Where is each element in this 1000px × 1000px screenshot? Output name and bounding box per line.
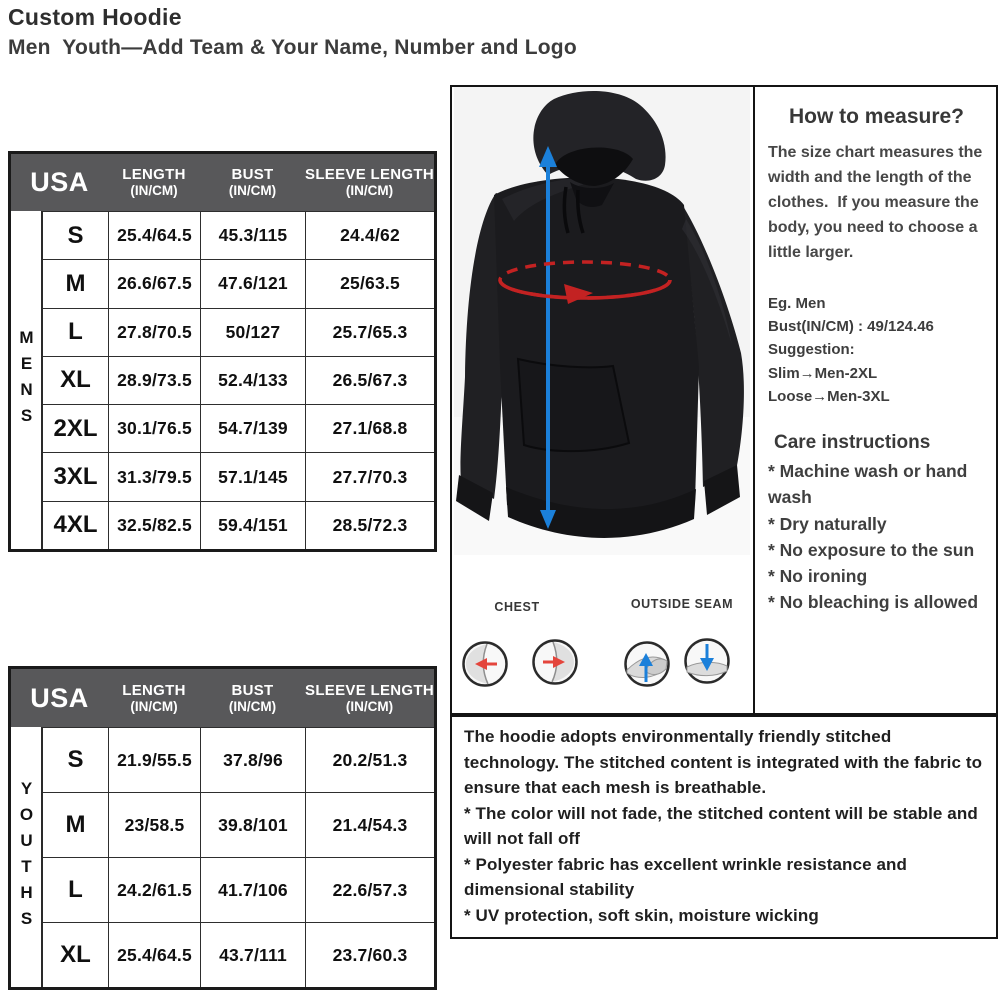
table-cell-size: M xyxy=(43,792,108,857)
care-item: * Dry naturally xyxy=(768,513,887,534)
how-to-measure-body: The size chart measures the width and the length of the clothes. If you measure the body, you need to choose a little larger. xyxy=(768,144,987,261)
example-suggestion-label: Suggestion: xyxy=(768,341,855,359)
mens-group-label: MENS xyxy=(17,328,36,432)
sizing-example xyxy=(768,292,985,408)
table-cell-sleeve: 21.4/54.3 xyxy=(305,792,434,857)
youths-table-header xyxy=(11,669,434,727)
table-cell-sleeve: 25/63.5 xyxy=(305,259,434,307)
care-item: * No bleaching is allowed xyxy=(768,592,979,613)
care-item: * Machine wash or hand wash xyxy=(768,461,968,508)
table-cell-length: 28.9/73.5 xyxy=(108,356,200,404)
how-to-measure-title: How to measure? xyxy=(788,105,965,128)
mens-table-body xyxy=(11,211,434,549)
example-heading: Eg. Men xyxy=(768,294,826,312)
page-title: Custom Hoodie xyxy=(8,4,182,30)
youths-size-table xyxy=(8,666,437,990)
table-cell-size: XL xyxy=(43,356,108,404)
chest-measure-left-icon xyxy=(461,640,509,688)
table-cell-size: S xyxy=(43,727,108,792)
table-cell-size: 4XL xyxy=(43,501,108,549)
column-header-bust: BUST (IN/CM) xyxy=(228,681,277,714)
mens-table-grid xyxy=(43,211,434,549)
care-instructions-title: Care instructions xyxy=(774,432,931,454)
column-header-sleeve-length: SLEEVE LENGTH (IN/CM) xyxy=(305,681,434,714)
table-cell-size: 2XL xyxy=(43,404,108,452)
column-header-usa: USA xyxy=(30,167,89,197)
example-slim: Slim→Men-2XL xyxy=(768,364,878,382)
how-to-measure-panel xyxy=(753,85,998,715)
table-cell-bust: 50/127 xyxy=(200,308,305,356)
table-cell-sleeve: 28.5/72.3 xyxy=(305,501,434,549)
table-cell-length: 26.6/67.5 xyxy=(108,259,200,307)
column-header-usa: USA xyxy=(30,682,89,713)
column-header-bust: BUST (IN/CM) xyxy=(228,166,277,199)
table-cell-length: 21.9/55.5 xyxy=(108,727,200,792)
hoodie-illustration xyxy=(452,87,752,592)
table-cell-bust: 39.8/101 xyxy=(200,792,305,857)
table-cell-bust: 47.6/121 xyxy=(200,259,305,307)
table-cell-size: L xyxy=(43,857,108,922)
table-cell-sleeve: 27.1/68.8 xyxy=(305,404,434,452)
care-item: * No exposure to the sun xyxy=(768,539,975,560)
chest-label: CHEST xyxy=(494,600,540,614)
column-header-sleeve-length: SLEEVE LENGTH (IN/CM) xyxy=(305,166,434,199)
table-cell-size: S xyxy=(43,211,108,259)
table-cell-bust: 52.4/133 xyxy=(200,356,305,404)
table-cell-length: 25.4/64.5 xyxy=(108,922,200,987)
description-intro: The hoodie adopts environmentally friendly stitched technology. The stitched content is integrated with the fabric to ensure that each mesh is breathable. xyxy=(464,727,983,797)
example-bust: Bust(IN/CM) : 49/124.46 xyxy=(768,318,934,336)
table-cell-size: 3XL xyxy=(43,452,108,500)
table-cell-sleeve: 27.7/70.3 xyxy=(305,452,434,500)
outside-seam-label: OUTSIDE SEAM xyxy=(630,597,734,611)
table-cell-length: 23/58.5 xyxy=(108,792,200,857)
youths-group-label-cell xyxy=(11,727,43,987)
column-header-length: LENGTH (IN/CM) xyxy=(122,166,186,199)
outside-seam-down-icon xyxy=(683,637,731,685)
table-cell-length: 25.4/64.5 xyxy=(108,211,200,259)
care-item: * No ironing xyxy=(768,566,868,587)
youths-table-grid xyxy=(43,727,434,987)
table-cell-bust: 57.1/145 xyxy=(200,452,305,500)
mens-table-header xyxy=(11,154,434,211)
table-cell-sleeve: 20.2/51.3 xyxy=(305,727,434,792)
table-cell-size: XL xyxy=(43,922,108,987)
table-cell-sleeve: 24.4/62 xyxy=(305,211,434,259)
table-cell-bust: 43.7/111 xyxy=(200,922,305,987)
column-header-length: LENGTH (IN/CM) xyxy=(122,681,186,714)
table-cell-size: M xyxy=(43,259,108,307)
outside-seam-up-icon xyxy=(623,640,671,688)
example-loose: Loose→Men-3XL xyxy=(768,387,890,405)
table-cell-bust: 41.7/106 xyxy=(200,857,305,922)
table-cell-sleeve: 26.5/67.3 xyxy=(305,356,434,404)
table-cell-length: 27.8/70.5 xyxy=(108,308,200,356)
chest-measure-right-icon xyxy=(531,638,579,686)
description-bullet: * UV protection, soft skin, moisture wicking xyxy=(464,905,819,925)
table-cell-sleeve: 25.7/65.3 xyxy=(305,308,434,356)
table-cell-bust: 59.4/151 xyxy=(200,501,305,549)
hoodie-measure-diagram-panel xyxy=(450,85,755,715)
mens-size-table xyxy=(8,151,437,552)
table-cell-bust: 37.8/96 xyxy=(200,727,305,792)
table-cell-sleeve: 23.7/60.3 xyxy=(305,922,434,987)
product-description-panel xyxy=(450,715,998,939)
mens-group-label-cell xyxy=(11,211,43,549)
table-cell-bust: 54.7/139 xyxy=(200,404,305,452)
table-cell-sleeve: 22.6/57.3 xyxy=(305,857,434,922)
table-cell-length: 32.5/82.5 xyxy=(108,501,200,549)
table-cell-length: 30.1/76.5 xyxy=(108,404,200,452)
care-instructions xyxy=(768,432,985,616)
youths-table-body xyxy=(11,727,434,987)
description-bullet: * The color will not fade, the stitched content will be stable and will not fall off xyxy=(464,803,978,848)
page-subtitle: Men Youth—Add Team & Your Name, Number and Logo xyxy=(8,36,577,59)
table-cell-bust: 45.3/115 xyxy=(200,211,305,259)
table-cell-length: 31.3/79.5 xyxy=(108,452,200,500)
table-cell-length: 24.2/61.5 xyxy=(108,857,200,922)
table-cell-size: L xyxy=(43,308,108,356)
description-bullet: * Polyester fabric has excellent wrinkle resistance and dimensional stability xyxy=(464,854,907,899)
youths-group-label: YOUTHS xyxy=(17,779,36,935)
